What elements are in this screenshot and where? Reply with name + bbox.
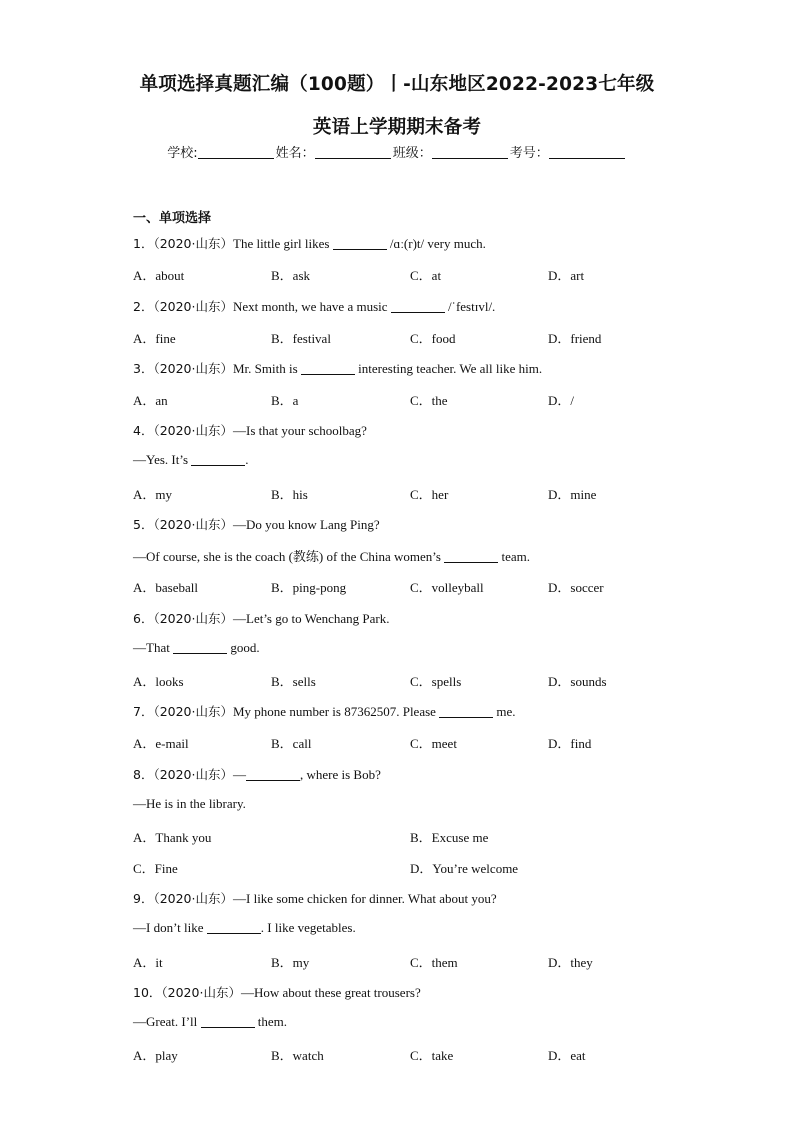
question-5-stem: 5．（2020·山东）—Do you know Lang Ping? (133, 517, 380, 532)
question-4-option-a[interactable]: A．my (133, 487, 173, 502)
question-9-option-b[interactable]: B．my (271, 955, 310, 970)
question-10-line2: —Great. I’ll them. (133, 1014, 288, 1029)
class-label: 班级： (392, 146, 432, 161)
question-7-option-c[interactable]: C．meet (410, 736, 457, 751)
question-9-stem: 9．（2020·山东）—I like some chicken for dinner. What about you? (133, 891, 497, 906)
answer-blank (333, 237, 387, 250)
question-1-option-d[interactable]: D．art (548, 268, 585, 283)
question-10-option-c[interactable]: C．take (410, 1048, 454, 1063)
question-10-option-a[interactable]: A．play (133, 1048, 178, 1063)
question-5-option-b[interactable]: B．ping-pong (271, 580, 347, 595)
question-4-line2: —Yes. It’s . (133, 452, 249, 467)
question-4-option-b[interactable]: B．his (271, 487, 308, 502)
question-8-line2: —He is in the library. (133, 796, 246, 811)
answer-blank (201, 1015, 255, 1028)
question-7-option-b[interactable]: B．call (271, 736, 312, 751)
question-3-stem: 3．（2020·山东）Mr. Smith is interesting teacher. We all like him. (133, 361, 543, 376)
question-10-stem: 10．（2020·山东）—How about these great trousers? (133, 985, 421, 1000)
question-5-line2: —Of course, she is the coach (教练) of the China women’s team. (133, 549, 530, 564)
question-7-stem: 7．（2020·山东）My phone number is 87362507. Please me. (133, 704, 516, 719)
question-7-option-d[interactable]: D．find (548, 736, 592, 751)
question-4-stem: 4．（2020·山东）—Is that your schoolbag? (133, 423, 367, 438)
question-5-option-c[interactable]: C．volleyball (410, 580, 484, 595)
question-3-option-b[interactable]: B．a (271, 393, 299, 408)
question-1-option-b[interactable]: B．ask (271, 268, 311, 283)
school-label: 学校: (167, 146, 198, 161)
question-5-option-a[interactable]: A．baseball (133, 580, 198, 595)
question-8-option-a[interactable]: A．Thank you (133, 830, 212, 845)
question-9-option-d[interactable]: D．they (548, 955, 593, 970)
answer-blank (439, 705, 493, 718)
question-2-option-d[interactable]: D．friend (548, 331, 602, 346)
page-title-line2: 英语上学期期末备考 (312, 117, 482, 138)
question-6-line2: —That good. (133, 640, 260, 655)
question-8-option-b[interactable]: B．Excuse me (410, 830, 489, 845)
question-10-option-d[interactable]: D．eat (548, 1048, 586, 1063)
student-info-line (0, 142, 794, 161)
section-title: 一、单项选择 (133, 211, 212, 226)
question-6-option-a[interactable]: A．looks (133, 674, 184, 689)
question-9-line2: —I don’t like . I like vegetables. (133, 920, 356, 935)
question-1-option-c[interactable]: C．at (410, 268, 442, 283)
answer-blank (173, 641, 227, 654)
question-4-option-c[interactable]: C．her (410, 487, 449, 502)
school-blank[interactable] (198, 145, 274, 159)
answer-blank (301, 362, 355, 375)
question-2-option-b[interactable]: B．festival (271, 331, 331, 346)
answer-blank (391, 300, 445, 313)
answer-blank (207, 921, 261, 934)
question-10-option-b[interactable]: B．watch (271, 1048, 324, 1063)
question-9-option-a[interactable]: A．it (133, 955, 163, 970)
question-2-option-c[interactable]: C．food (410, 331, 456, 346)
question-6-option-c[interactable]: C．spells (410, 674, 462, 689)
question-6-option-d[interactable]: D．sounds (548, 674, 607, 689)
answer-blank (246, 768, 300, 781)
name-blank[interactable] (315, 145, 391, 159)
question-9-option-c[interactable]: C．them (410, 955, 458, 970)
question-8-option-c[interactable]: C．Fine (133, 861, 178, 876)
question-7-option-a[interactable]: A．e-mail (133, 736, 189, 751)
question-4-option-d[interactable]: D．mine (548, 487, 597, 502)
question-1-stem: 1．（2020·山东）The little girl likes /ɑː(r)t/ very much. (133, 236, 486, 251)
question-1-option-a[interactable]: A．about (133, 268, 185, 283)
class-blank[interactable] (432, 145, 508, 159)
number-blank[interactable] (549, 145, 625, 159)
number-label: 考号： (509, 146, 549, 161)
name-label: 姓名： (275, 146, 315, 161)
question-3-option-c[interactable]: C．the (410, 393, 448, 408)
page-title-line1: 单项选择真题汇编（100题）丨-山东地区2022-2023七年级 (139, 74, 655, 95)
answer-blank (191, 453, 245, 466)
question-8-option-d[interactable]: D．You’re welcome (410, 861, 519, 876)
question-8-stem: 8．（2020·山东）— , where is Bob? (133, 767, 381, 782)
question-6-option-b[interactable]: B．sells (271, 674, 316, 689)
question-2-stem: 2．（2020·山东）Next month, we have a music /ˈfestɪvl/. (133, 299, 496, 314)
answer-blank (444, 550, 498, 563)
question-2-option-a[interactable]: A．fine (133, 331, 176, 346)
question-3-option-d[interactable]: D．/ (548, 393, 575, 408)
question-6-stem: 6．（2020·山东）—Let’s go to Wenchang Park. (133, 611, 390, 626)
question-5-option-d[interactable]: D．soccer (548, 580, 604, 595)
question-3-option-a[interactable]: A．an (133, 393, 168, 408)
